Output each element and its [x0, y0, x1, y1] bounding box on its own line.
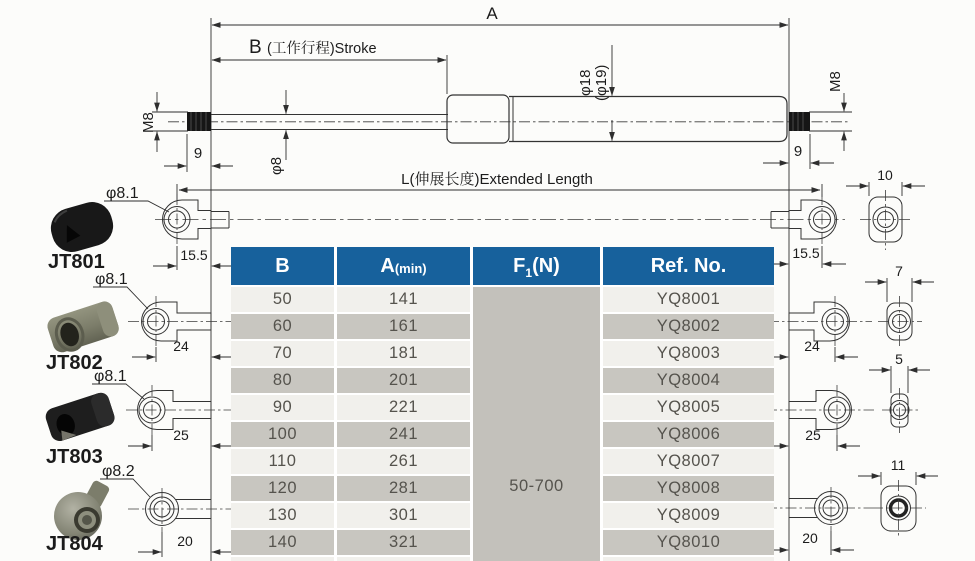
fitting-photo-jt801 — [46, 197, 118, 256]
table-partial-row — [603, 557, 774, 561]
table-cell: 241 — [337, 422, 470, 447]
table-cell: 181 — [337, 341, 470, 366]
table-cell: 130 — [231, 503, 334, 528]
table-cell: YQ8002 — [603, 314, 774, 339]
thickness-dim-2: 7 — [895, 263, 903, 279]
header-a-main: A — [380, 254, 395, 277]
force-range-cell — [473, 287, 600, 561]
hole-dia-label-2: φ8.1 — [95, 271, 128, 288]
dim-m8-right — [809, 71, 852, 151]
center-dim-right-4: 20 — [802, 530, 818, 546]
header-f-sub: 1 — [525, 266, 533, 280]
table-cell: YQ8010 — [603, 530, 774, 555]
fitting-model-jt803: JT803 — [46, 446, 103, 468]
header-col-f1n — [473, 247, 600, 285]
fitting-photo-jt804 — [54, 479, 111, 540]
header-col-a-min — [337, 247, 470, 285]
thread-length-right-label: 9 — [793, 143, 803, 160]
table-cell: 120 — [231, 476, 334, 501]
header-col-ref-no — [603, 247, 774, 285]
fitting-drawing-right-1 — [765, 194, 846, 268]
body-dia-label: φ18 — [577, 69, 594, 96]
dim-body-dia — [577, 45, 612, 141]
fitting-drawing-left-3 — [126, 385, 235, 451]
table-cell: 100 — [231, 422, 334, 447]
fitting-drawing-right-2 — [762, 296, 872, 362]
thread-left — [187, 112, 211, 131]
fitting-drawing-left-4 — [128, 488, 235, 557]
fitting-drawing-right-4 — [764, 487, 872, 555]
table-cell: 261 — [337, 449, 470, 474]
fitting-front-view-1 — [846, 167, 925, 250]
table-cell: YQ8004 — [603, 368, 774, 393]
header-f-unit: (N) — [532, 254, 560, 277]
fitting-drawing-left-1 — [153, 194, 234, 270]
hole-dia-label-3: φ8.1 — [94, 368, 127, 385]
fitting-front-view-2 — [865, 263, 934, 347]
center-dim-left-1: 15.5 — [180, 247, 208, 263]
table-cell: YQ8005 — [603, 395, 774, 420]
center-dim-right-1: 15.5 — [792, 245, 820, 261]
dim-l-extended — [155, 170, 845, 220]
spec-table — [231, 247, 774, 561]
fitting-model-jt804: JT804 — [46, 533, 103, 555]
fitting-drawing-right-3 — [763, 385, 874, 451]
rod-dia-label: φ8 — [268, 156, 285, 175]
thickness-dim-3: 5 — [895, 351, 903, 367]
hole-dia-label-4: φ8.2 — [102, 463, 135, 480]
table-cell: YQ8001 — [603, 287, 774, 312]
force-range-value: 50-700 — [509, 477, 564, 495]
hole-dia-label-1: φ8.1 — [106, 185, 139, 202]
thread-size-left-label: M8 — [140, 112, 157, 133]
fitting-front-view-4 — [858, 457, 938, 537]
table-cell: 281 — [337, 476, 470, 501]
center-dim-left-3: 25 — [173, 427, 189, 443]
fitting-photo-jt802 — [45, 299, 121, 355]
fitting-front-view-3 — [869, 351, 930, 433]
thread-right — [789, 112, 810, 131]
dim-9-right — [763, 134, 834, 169]
dim-a-label: A — [486, 4, 498, 23]
table-cell: 70 — [231, 341, 334, 366]
fitting-drawing-left-2 — [128, 296, 235, 362]
dim-9-left — [164, 134, 233, 172]
thickness-dim-1: 10 — [877, 167, 893, 183]
gas-spring-drawing — [168, 95, 848, 143]
thread-length-left-label: 9 — [193, 145, 203, 162]
table-cell: YQ8009 — [603, 503, 774, 528]
table-cell: 110 — [231, 449, 334, 474]
table-cell: 50 — [231, 287, 334, 312]
center-dim-left-2: 24 — [173, 338, 189, 354]
table-cell: 80 — [231, 368, 334, 393]
table-cell: 140 — [231, 530, 334, 555]
dim-b-label-cn: (工作行程)Stroke — [267, 41, 377, 57]
dim-a — [212, 4, 788, 25]
dim-b-label: B — [249, 37, 262, 58]
center-dim-left-4: 20 — [177, 533, 193, 549]
table-cell: YQ8006 — [603, 422, 774, 447]
header-a-sub: (min) — [394, 260, 427, 276]
table-cell: 201 — [337, 368, 470, 393]
dim-b-stroke — [212, 37, 446, 60]
table-partial-row — [337, 557, 470, 561]
fitting-model-jt801: JT801 — [48, 251, 105, 273]
table-cell: YQ8007 — [603, 449, 774, 474]
dim-m8-left — [140, 92, 188, 152]
fitting-model-jt802: JT802 — [46, 352, 103, 374]
table-cell: YQ8008 — [603, 476, 774, 501]
dim-l-label: L(伸展长度)Extended Length — [401, 171, 593, 188]
thickness-dim-4: 11 — [890, 457, 906, 473]
table-partial-row — [231, 557, 334, 561]
table-cell: 301 — [337, 503, 470, 528]
center-dim-right-2: 24 — [804, 338, 820, 354]
table-cell: YQ8003 — [603, 341, 774, 366]
table-cell: 161 — [337, 314, 470, 339]
cylinder-body — [509, 97, 787, 142]
body-dia-alt-label: (φ19) — [593, 64, 610, 101]
dim-rod-dia — [268, 90, 286, 175]
table-cell: 321 — [337, 530, 470, 555]
thread-size-right-label: M8 — [827, 71, 844, 92]
fitting-photo-jt803 — [43, 391, 116, 444]
table-cell: 141 — [337, 287, 470, 312]
header-f-main: F — [513, 254, 526, 277]
header-col-b — [231, 247, 334, 285]
center-dim-right-3: 25 — [805, 427, 821, 443]
table-cell: 60 — [231, 314, 334, 339]
cylinder-end-cap — [447, 95, 509, 143]
header-col-b-label: B — [275, 254, 290, 277]
table-cell: 221 — [337, 395, 470, 420]
header-col-ref-label: Ref. No. — [650, 254, 727, 277]
table-cell: 90 — [231, 395, 334, 420]
